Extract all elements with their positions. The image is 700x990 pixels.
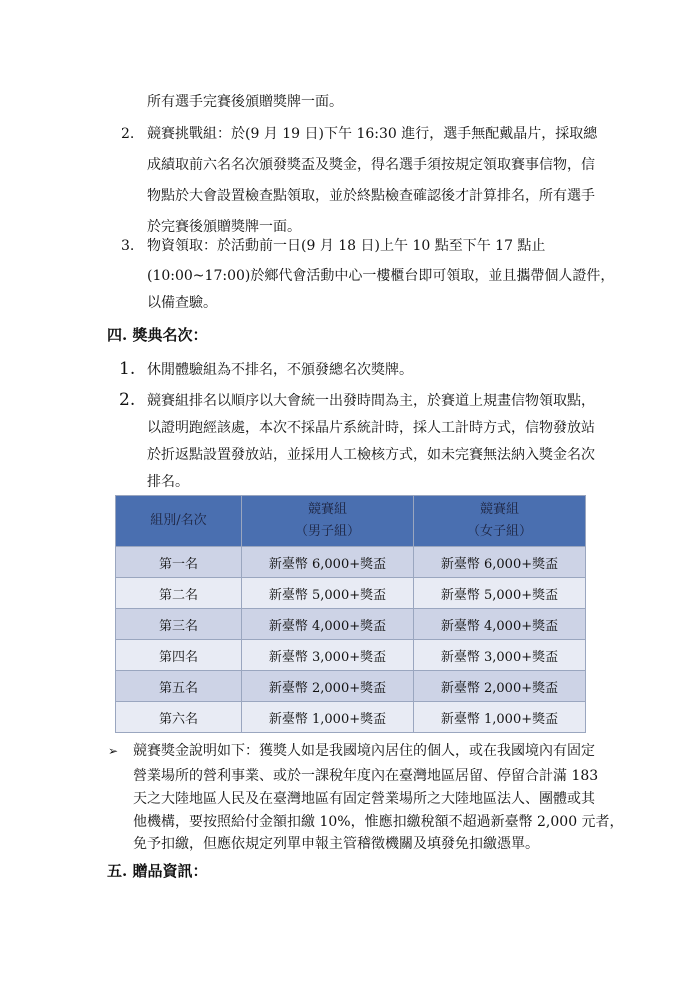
paragraph-line: 以備查驗。: [147, 295, 217, 311]
paragraph-line: 成績取前六名名次頒發獎盃及獎金，得名選手須按規定領取賽事信物，信: [147, 157, 595, 173]
men-prize-cell: 新臺幣 2,000+獎盃: [242, 671, 414, 702]
table-row: [116, 547, 586, 578]
rank-cell: 第五名: [116, 671, 242, 702]
paragraph-line: 於折返點設置發放站，並採用人工檢核方式，如未完賽無法納入獎金名次: [147, 447, 595, 463]
paragraph-line: 以證明跑經該處，本次不採晶片系統計時，採人工計時方式，信物發放站: [147, 420, 595, 436]
rank-cell: 第四名: [116, 640, 242, 671]
women-prize-cell: 新臺幣 3,000+獎盃: [414, 640, 586, 671]
men-prize-cell: 新臺幣 5,000+獎盃: [242, 578, 414, 609]
header-women: [414, 496, 586, 547]
men-prize-cell: 新臺幣 6,000+獎盃: [242, 547, 414, 578]
prize-table: [115, 495, 586, 733]
paragraph-line: (10:00~17:00)於鄉代會活動中心一樓櫃台即可領取，並且攜帶個人證件，: [147, 268, 615, 284]
rank-cell: 第二名: [116, 578, 242, 609]
note-line: 他機構，要按照給付金額扣繳 10%，惟應扣繳稅額不超過新臺幣 2,000 元者，: [133, 814, 624, 830]
header-group-rank: [116, 496, 242, 547]
men-prize-cell: 新臺幣 4,000+獎盃: [242, 609, 414, 640]
header-sublabel: （女子組）: [466, 524, 532, 539]
header-label: 競賽組: [307, 502, 347, 517]
table-row: [116, 640, 586, 671]
paragraph-line: 於完賽後頒贈獎牌一面。: [147, 219, 301, 235]
item1-trailing-line: 所有選手完賽後頒贈獎牌一面。: [147, 94, 343, 110]
section-heading: 四. 獎典名次：: [107, 326, 208, 344]
rank-cell: 第三名: [116, 609, 242, 640]
women-prize-cell: 新臺幣 2,000+獎盃: [414, 671, 586, 702]
list-number: 1.: [119, 359, 136, 379]
header-men: [242, 496, 414, 547]
rank-cell: 第六名: [116, 702, 242, 733]
note-line: 競賽獎金說明如下：獲獎人如是我國境內居住的個人，或在我國境內有固定: [133, 743, 595, 759]
rank-cell: 第一名: [116, 547, 242, 578]
paragraph-line: 物點於大會設置檢查點領取，並於終點檢查確認後才計算排名，所有選手: [147, 188, 595, 204]
paragraph-line: 休閒體驗組為不排名，不頒發總名次獎牌。: [147, 362, 413, 378]
header-sublabel: （男子組）: [294, 524, 360, 539]
table-row: [116, 609, 586, 640]
table-header-row: [116, 496, 586, 547]
section-heading: 五. 贈品資訊：: [107, 862, 208, 880]
paragraph-line: 競賽挑戰組：於(9 月 19 日)下午 16:30 進行，選手無配戴晶片，採取總: [147, 126, 598, 142]
table-row: [116, 702, 586, 733]
list-number: 2.: [119, 390, 136, 410]
women-prize-cell: 新臺幣 1,000+獎盃: [414, 702, 586, 733]
women-prize-cell: 新臺幣 5,000+獎盃: [414, 578, 586, 609]
arrow-bullet-icon: ➢: [108, 744, 119, 758]
paragraph-line: 物資領取：於活動前一日(9 月 18 日)上午 10 點至下午 17 點止: [147, 238, 546, 254]
note-line: 免予扣繳，但應依規定列單申報主管稽徵機關及填發免扣繳憑單。: [133, 836, 539, 852]
header-label: 組別/名次: [150, 513, 207, 528]
table-row: [116, 578, 586, 609]
paragraph-line: 排名。: [147, 474, 189, 490]
header-label: 競賽組: [479, 502, 519, 517]
note-line: 天之大陸地區人民及在臺灣地區有固定營業場所之大陸地區法人、團體或其: [133, 791, 595, 807]
men-prize-cell: 新臺幣 1,000+獎盃: [242, 702, 414, 733]
list-number: 2.: [121, 126, 135, 142]
note-line: 營業場所的營利事業、或於一課稅年度內在臺灣地區居留、停留合計滿 183: [133, 768, 599, 784]
women-prize-cell: 新臺幣 6,000+獎盃: [414, 547, 586, 578]
paragraph-line: 競賽組排名以順序以大會統一出發時間為主，於賽道上規畫信物領取點，: [147, 393, 595, 409]
women-prize-cell: 新臺幣 4,000+獎盃: [414, 609, 586, 640]
list-number: 3.: [121, 238, 135, 254]
table-row: [116, 671, 586, 702]
men-prize-cell: 新臺幣 3,000+獎盃: [242, 640, 414, 671]
